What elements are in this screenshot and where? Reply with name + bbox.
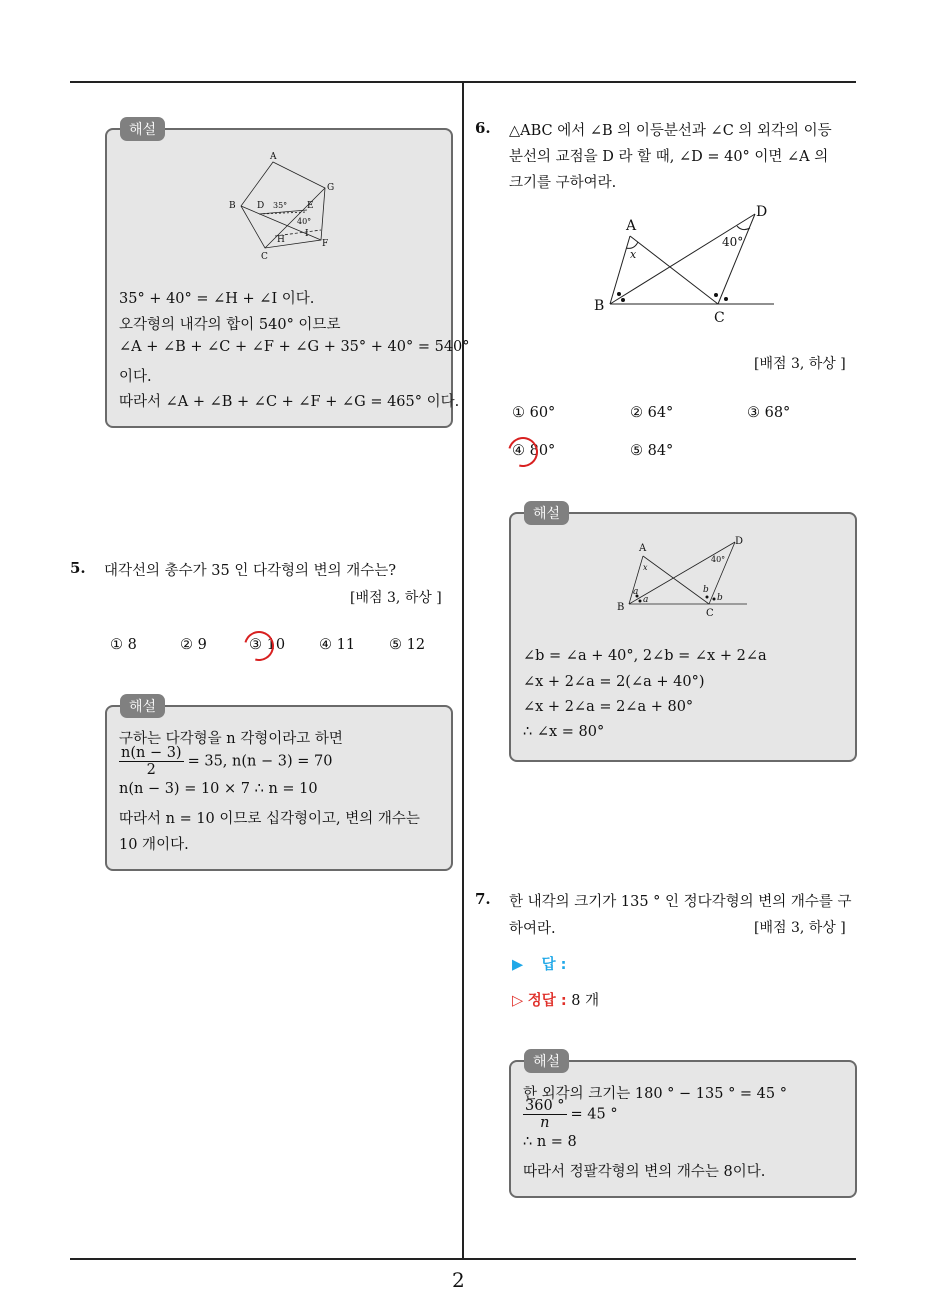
q6-fig-label-D: D	[756, 204, 768, 220]
q7-answer-row	[512, 953, 566, 974]
fig-label-E: E	[307, 201, 314, 211]
explanation-tab-q7: 해설	[524, 1049, 569, 1073]
prev-explain-line-5: 따라서 ∠A + ∠B + ∠C + ∠F + ∠G = 465° 이다.	[119, 394, 460, 410]
explanation-box-q6	[509, 512, 857, 762]
q6-text-line-3: 크기를 구하여라.	[509, 175, 617, 191]
explanation-box-prev	[105, 128, 470, 428]
q6-fig-label-x: x	[630, 248, 637, 261]
q5-choice-3[interactable]: ③ 10	[249, 637, 286, 653]
fig-label-F: F	[322, 239, 329, 249]
q6e-fig-label-40: 40°	[711, 555, 726, 564]
explanation-tab-q5: 해설	[120, 694, 165, 718]
q6-choice-5[interactable]: ⑤ 84°	[630, 443, 674, 459]
q5-choice-5[interactable]: ⑤ 12	[389, 637, 426, 653]
q6e-fig-label-a1: a	[633, 587, 639, 597]
prev-explain-line-3: ∠A + ∠B + ∠C + ∠F + ∠G + 35° + 40° = 540°	[119, 339, 470, 355]
q7-explain-line-4: 따라서 정팔각형의 변의 개수는 8이다.	[523, 1164, 766, 1180]
q6e-fig-label-C: C	[706, 608, 714, 619]
bottom-rule	[70, 1258, 856, 1260]
q6-explain-line-1: ∠b = ∠a + 40°, 2∠b = ∠x + 2∠a	[523, 648, 767, 664]
correct-arrow-icon: ▷	[512, 993, 524, 1009]
explanation-box-q7	[509, 1060, 857, 1198]
q5-explain-line-5: 10 개이다.	[119, 837, 189, 853]
fig-label-40: 40°	[297, 217, 312, 226]
q6-fig-label-A: A	[626, 218, 637, 234]
q5-explain-line-2-rest: = 35, n(n − 3) = 70	[187, 753, 333, 770]
q7-score: [배점 3, 하상 ]	[754, 920, 846, 936]
fig-label-35: 35°	[273, 201, 288, 210]
explanation-tab-q6: 해설	[524, 501, 569, 525]
q5-frac-num: n(n − 3)	[121, 745, 182, 761]
q6-text-line-2: 분선의 교점을 D 라 할 때, ∠D = 40° 이면 ∠A 의	[509, 149, 829, 165]
q6e-fig-label-b2: b	[717, 593, 723, 603]
q7-number: 7.	[475, 890, 491, 908]
q6e-fig-label-A: A	[639, 543, 647, 554]
q6-explain-figure	[615, 536, 751, 620]
fig-label-C: C	[261, 252, 268, 260]
q5-text: 대각선의 총수가 35 인 다각형의 변의 개수는?	[104, 563, 396, 579]
q7-explain-line-3: ∴ n = 8	[523, 1134, 577, 1150]
q5-score: [배점 3, 하상 ]	[350, 590, 442, 606]
q6-fig-label-C: C	[714, 310, 725, 324]
q5-choice-4[interactable]: ④ 11	[319, 637, 356, 653]
q6e-fig-label-a2: a	[643, 595, 649, 605]
q6-explain-line-4: ∴ ∠x = 80°	[523, 724, 605, 740]
q5-choice-1[interactable]: ① 8	[110, 637, 137, 653]
explanation-box-q5	[105, 705, 453, 871]
q6-text-line-1: △ABC 에서 ∠B 의 이등분선과 ∠C 의 외각의 이등	[509, 123, 832, 139]
q7-frac-den: n	[540, 1115, 550, 1131]
q5-frac-den: 2	[146, 762, 156, 778]
q7-text-line-2: 하여라.	[509, 921, 556, 937]
q7-correct-row	[512, 989, 599, 1010]
q5-number: 5.	[70, 559, 86, 577]
fig-label-B: B	[229, 201, 236, 211]
q6e-fig-label-D: D	[735, 536, 744, 547]
q6e-fig-label-b1: b	[703, 585, 709, 595]
q6-triangle-figure	[590, 200, 790, 324]
q7-fraction	[523, 1098, 567, 1131]
q5-choice-2[interactable]: ② 9	[180, 637, 207, 653]
fig-label-I: I	[305, 229, 309, 239]
prev-explain-line-1: 35° + 40° = ∠H + ∠I 이다.	[119, 291, 315, 307]
fig-label-H: H	[277, 235, 285, 245]
q6-choice-1[interactable]: ① 60°	[512, 405, 556, 421]
q5-explain-line-2	[119, 745, 332, 778]
q6-number: 6.	[475, 119, 491, 137]
q5-fraction	[119, 745, 184, 778]
page-number: 2	[452, 1268, 465, 1292]
fig-label-D: D	[257, 201, 265, 211]
pentagon-figure	[227, 150, 347, 260]
fig-label-G: G	[327, 183, 335, 193]
q7-text-line-1: 한 내각의 크기가 135 ° 인 정다각형의 변의 개수를 구	[509, 894, 852, 910]
q5-answer-mark	[239, 626, 280, 667]
q6-choice-4[interactable]: ④ 80°	[512, 443, 556, 459]
prev-explain-line-4: 이다.	[119, 369, 152, 385]
q6-score: [배점 3, 하상 ]	[754, 356, 846, 372]
q6-explain-line-2: ∠x + 2∠a = 2(∠a + 40°)	[523, 674, 705, 690]
q6-fig-label-40: 40°	[722, 235, 744, 249]
q6-choice-3[interactable]: ③ 68°	[747, 405, 791, 421]
q5-explain-line-4: 따라서 n = 10 이므로 십각형이고, 변의 개수는	[119, 811, 420, 827]
q5-explain-line-3: n(n − 3) = 10 × 7 ∴ n = 10	[119, 781, 318, 797]
q7-explain-line-2	[523, 1098, 618, 1131]
q6-fig-label-B: B	[594, 298, 605, 314]
prev-explain-line-2: 오각형의 내각의 합이 540° 이므로	[119, 317, 341, 333]
column-divider	[462, 82, 464, 1259]
explanation-tab-prev: 해설	[120, 117, 165, 141]
q6-choice-2[interactable]: ② 64°	[630, 405, 674, 421]
q6e-fig-label-x: x	[643, 563, 648, 572]
correct-label: 정답 :	[527, 993, 567, 1009]
answer-arrow-icon: ▶	[512, 957, 524, 973]
answer-label: 답 :	[541, 957, 567, 973]
q6-answer-mark	[503, 432, 544, 473]
q5-explain-line-1: 구하는 다각형을 n 각형이라고 하면	[119, 731, 343, 747]
q7-frac-num: 360 °	[525, 1098, 565, 1114]
fig-label-A: A	[270, 152, 277, 162]
q7-explain-line-1: 한 외각의 크기는 180 ° − 135 ° = 45 °	[523, 1086, 787, 1102]
q6-explain-line-3: ∠x + 2∠a = 2∠a + 80°	[523, 699, 694, 715]
correct-value: 8 개	[571, 993, 600, 1009]
q7-explain-line-2-rest: = 45 °	[570, 1106, 618, 1123]
q6e-fig-label-B: B	[617, 602, 625, 613]
